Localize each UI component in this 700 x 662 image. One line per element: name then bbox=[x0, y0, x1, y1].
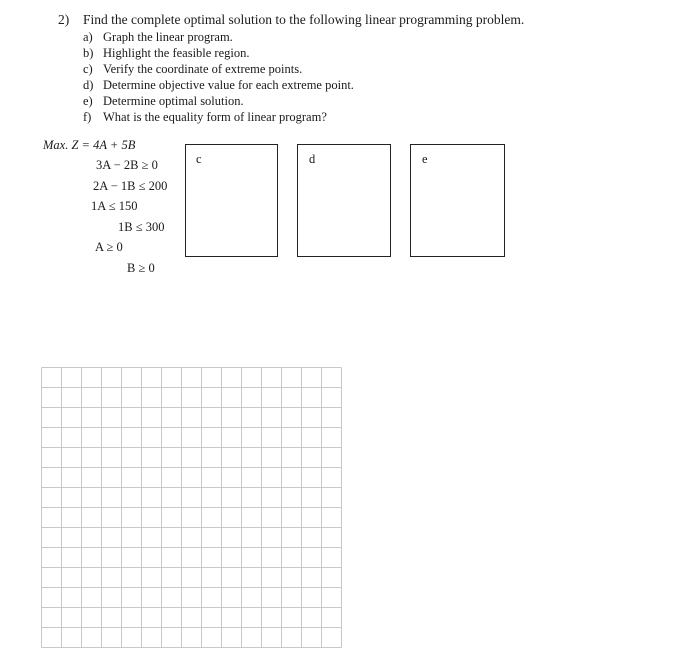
answer-box-e[interactable] bbox=[410, 144, 505, 257]
part-b bbox=[83, 46, 250, 61]
part-a-text: Graph the linear program. bbox=[103, 30, 233, 44]
part-d-label: d) bbox=[83, 78, 94, 92]
part-f-label: f) bbox=[83, 110, 92, 124]
part-a-label: a) bbox=[83, 30, 93, 44]
graph-grid[interactable] bbox=[41, 367, 342, 648]
part-e-text: Determine optimal solution. bbox=[103, 94, 244, 108]
part-c-label: c) bbox=[83, 62, 93, 76]
part-a bbox=[83, 30, 233, 45]
question-number: 2) bbox=[58, 12, 70, 27]
part-e-label: e) bbox=[83, 94, 93, 108]
answer-box-c[interactable] bbox=[185, 144, 278, 257]
part-d-text: Determine objective value for each extreme point. bbox=[103, 78, 354, 92]
constraint-2: 2A − 1B ≤ 200 bbox=[93, 179, 168, 193]
objective-function: Max. Z = 4A + 5B bbox=[43, 138, 136, 152]
part-c bbox=[83, 62, 302, 77]
answer-box-e-label: e bbox=[422, 152, 428, 166]
constraint-5: A ≥ 0 bbox=[95, 240, 123, 254]
part-f-text: What is the equality form of linear program? bbox=[103, 110, 327, 124]
constraint-1: 3A − 2B ≥ 0 bbox=[96, 158, 158, 172]
answer-box-d-label: d bbox=[309, 152, 316, 166]
part-d bbox=[83, 78, 354, 93]
constraint-4: 1B ≤ 300 bbox=[118, 220, 165, 234]
constraint-6: B ≥ 0 bbox=[127, 261, 155, 275]
answer-box-d[interactable] bbox=[297, 144, 391, 257]
part-f bbox=[83, 110, 327, 125]
part-b-text: Highlight the feasible region. bbox=[103, 46, 250, 60]
question-text: Find the complete optimal solution to the following linear programming problem. bbox=[83, 12, 525, 27]
constraint-3: 1A ≤ 150 bbox=[91, 199, 138, 213]
part-b-label: b) bbox=[83, 46, 94, 60]
answer-box-c-label: c bbox=[196, 152, 202, 166]
part-c-text: Verify the coordinate of extreme points. bbox=[103, 62, 303, 76]
part-e bbox=[83, 94, 244, 109]
